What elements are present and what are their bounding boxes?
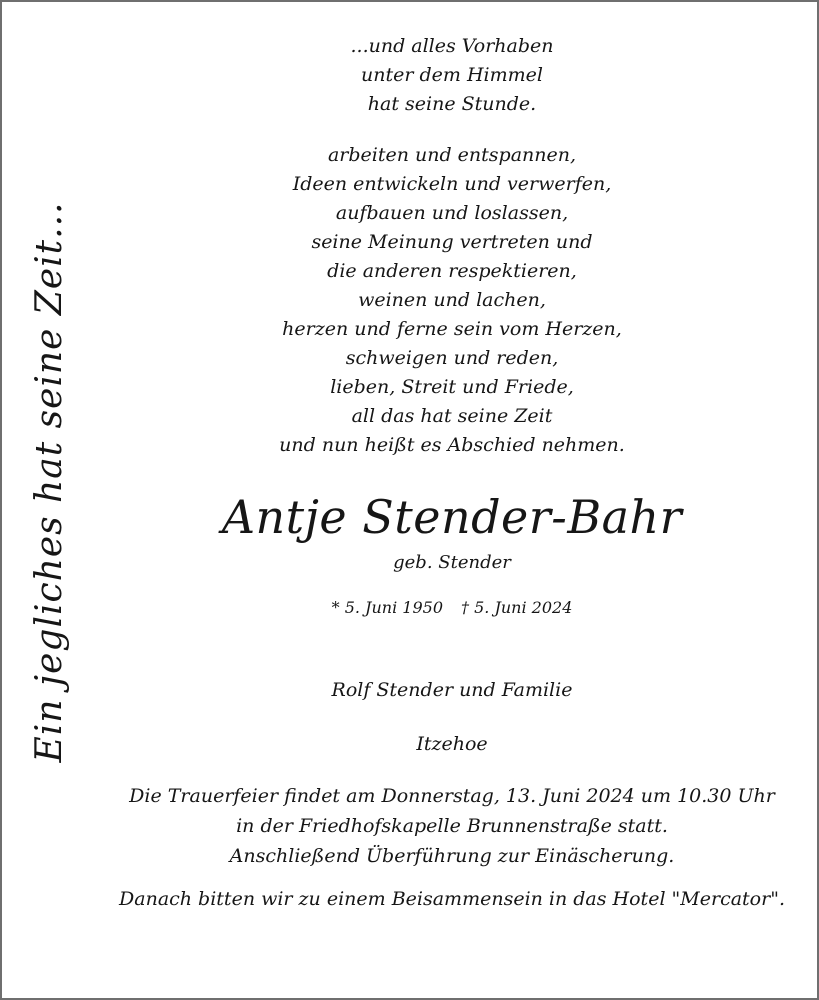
birth-date: * 5. Juni 1950 — [331, 598, 443, 617]
intro-line: unter dem Himmel — [361, 64, 543, 86]
poem-line: all das hat seine Zeit — [351, 405, 553, 427]
maiden-name: geb. Stender — [393, 552, 511, 573]
death-date: † 5. Juni 2024 — [461, 598, 573, 617]
poem-line: Ideen entwickeln und verwerfen, — [292, 173, 612, 195]
service-line: Anschließend Überführung zur Einäscherung. — [229, 845, 675, 867]
poem-verse — [92, 141, 812, 460]
gathering-note — [92, 885, 812, 914]
poem-line: die anderen respektieren, — [327, 260, 577, 282]
poem-line: herzen und ferne sein vom Herzen, — [282, 318, 622, 340]
poem-line: arbeiten und entspannen, — [327, 144, 577, 166]
service-details — [92, 781, 812, 871]
gathering-line: Danach bitten wir zu einem Beisammensein in das Hotel "Mercator". — [119, 888, 785, 910]
intro-line: ...und alles Vorhaben — [350, 35, 554, 57]
intro-line: hat seine Stunde. — [367, 93, 537, 115]
place: Itzehoe — [416, 733, 488, 755]
poem-line: aufbauen und loslassen, — [335, 202, 569, 224]
deceased-name: Antje Stender-Bahr — [221, 490, 683, 544]
poem-line: weinen und lachen, — [358, 289, 546, 311]
mourners: Rolf Stender und Familie — [331, 679, 573, 701]
side-verse: Ein jegliches hat seine Zeit... — [29, 201, 70, 763]
intro-verse — [92, 32, 812, 119]
service-line: in der Friedhofskapelle Brunnenstraße statt. — [236, 815, 668, 837]
poem-line: lieben, Streit und Friede, — [330, 376, 574, 398]
poem-line: und nun heißt es Abschied nehmen. — [279, 434, 625, 456]
life-dates — [92, 597, 812, 619]
poem-line: seine Meinung vertreten und — [311, 231, 593, 253]
poem-line: schweigen und reden, — [345, 347, 559, 369]
service-line: Die Trauerfeier findet am Donnerstag, 13. Juni 2024 um 10.30 Uhr — [129, 785, 775, 807]
obituary-content — [92, 32, 812, 914]
